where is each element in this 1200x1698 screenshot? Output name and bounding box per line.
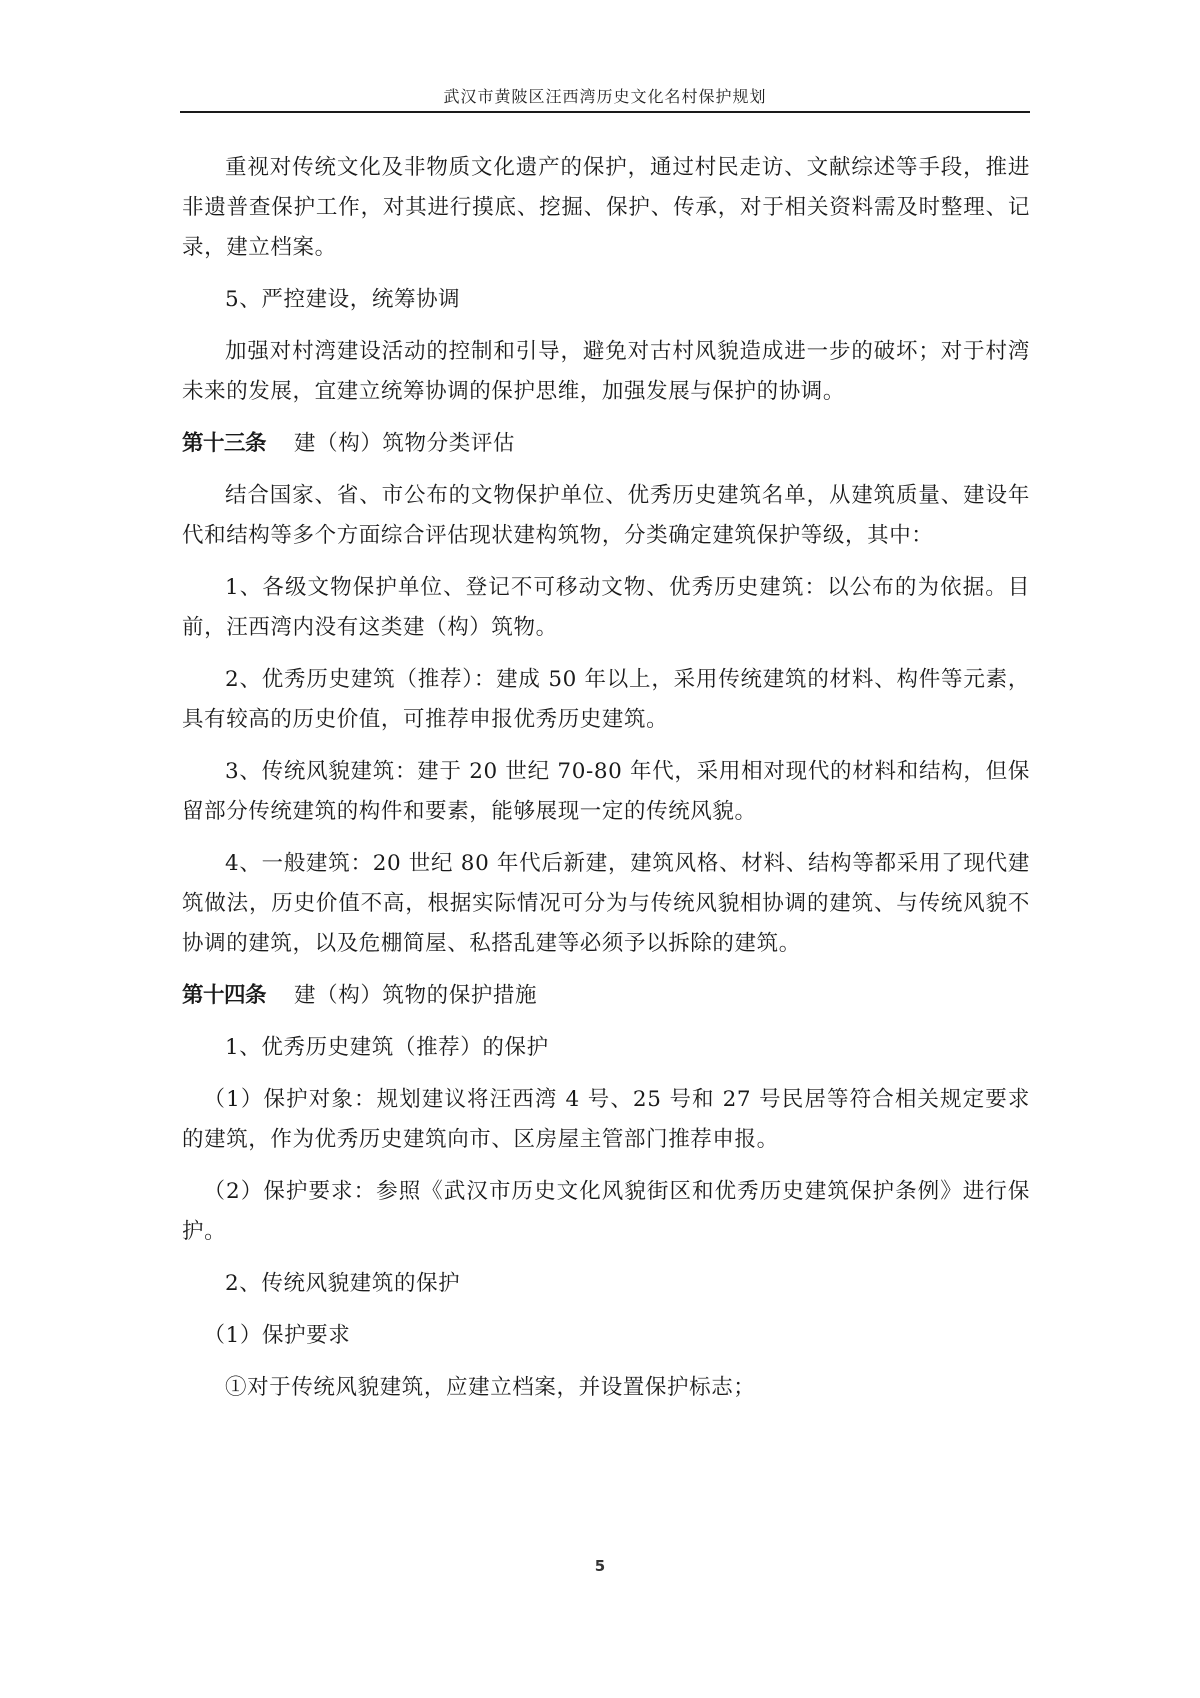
measure-2-heading: 2、传统风貌建筑的保护 [225, 1271, 461, 1296]
running-header: 武汉市黄陂区汪西湾历史文化名村保护规划 [443, 87, 767, 106]
paragraph-construction-control: 加强对村湾建设活动的控制和引导，避免对古村风貌造成进一步的破坏；对于村湾未来的发展，宜建立统筹协调的保护思维，加强发展与保护的协调。 [182, 339, 1030, 404]
header-rule [180, 111, 1030, 113]
article-13-heading [182, 424, 1030, 464]
measure-item: ①对于传统风貌建筑，应建立档案，并设置保护标志； [225, 1375, 756, 1400]
paragraph-classification-intro: 结合国家、省、市公布的文物保护单位、优秀历史建筑名单，从建筑质量、建设年代和结构等多个方面综合评估现状建构筑物，分类确定建筑保护等级，其中： [182, 483, 1030, 548]
article-number: 第十三条 [182, 431, 267, 456]
document-body [182, 148, 1030, 1420]
class-item: 1、各级文物保护单位、登记不可移动文物、优秀历史建筑：以公布的为依据。目前，汪西湾内没有这类建（构）筑物。 [182, 575, 1030, 640]
class-item: 4、一般建筑：20 世纪 80 年代后新建，建筑风格、材料、结构等都采用了现代建筑做法，历史价值不高，根据实际情况可分为与传统风貌相协调的建筑、与传统风貌不协调的建筑，以及危棚简屋、私搭乱建等必须予以拆除的建筑。 [182, 851, 1030, 956]
article-title: 建（构）筑物的保护措施 [294, 983, 538, 1008]
class-item: 3、传统风貌建筑：建于 20 世纪 70-80 年代，采用相对现代的材料和结构，但保留部分传统建筑的构件和要素，能够展现一定的传统风貌。 [182, 759, 1030, 824]
page-number: 5 [594, 1557, 606, 1575]
measure-1-heading: 1、优秀历史建筑（推荐）的保护 [225, 1035, 549, 1060]
measure-item: （2）保护要求：参照《武汉市历史文化风貌街区和优秀历史建筑保护条例》进行保护。 [182, 1179, 1030, 1244]
measure-item: （1）保护对象：规划建议将汪西湾 4 号、25 号和 27 号民居等符合相关规定要求的建筑，作为优秀历史建筑向市、区房屋主管部门推荐申报。 [182, 1087, 1030, 1152]
article-title: 建（构）筑物分类评估 [294, 431, 516, 456]
article-14-heading [182, 976, 1030, 1016]
item-5-heading: 5、严控建设，统筹协调 [225, 287, 461, 312]
measure-2-sub-heading: （1）保护要求 [203, 1323, 351, 1348]
article-number: 第十四条 [182, 983, 267, 1008]
class-item: 2、优秀历史建筑（推荐）：建成 50 年以上，采用传统建筑的材料、构件等元素，具有较高的历史价值，可推荐申报优秀历史建筑。 [182, 667, 1030, 732]
paragraph-intangible-heritage: 重视对传统文化及非物质文化遗产的保护，通过村民走访、文献综述等手段，推进非遗普查保护工作，对其进行摸底、挖掘、保护、传承，对于相关资料需及时整理、记录，建立档案。 [182, 155, 1030, 260]
